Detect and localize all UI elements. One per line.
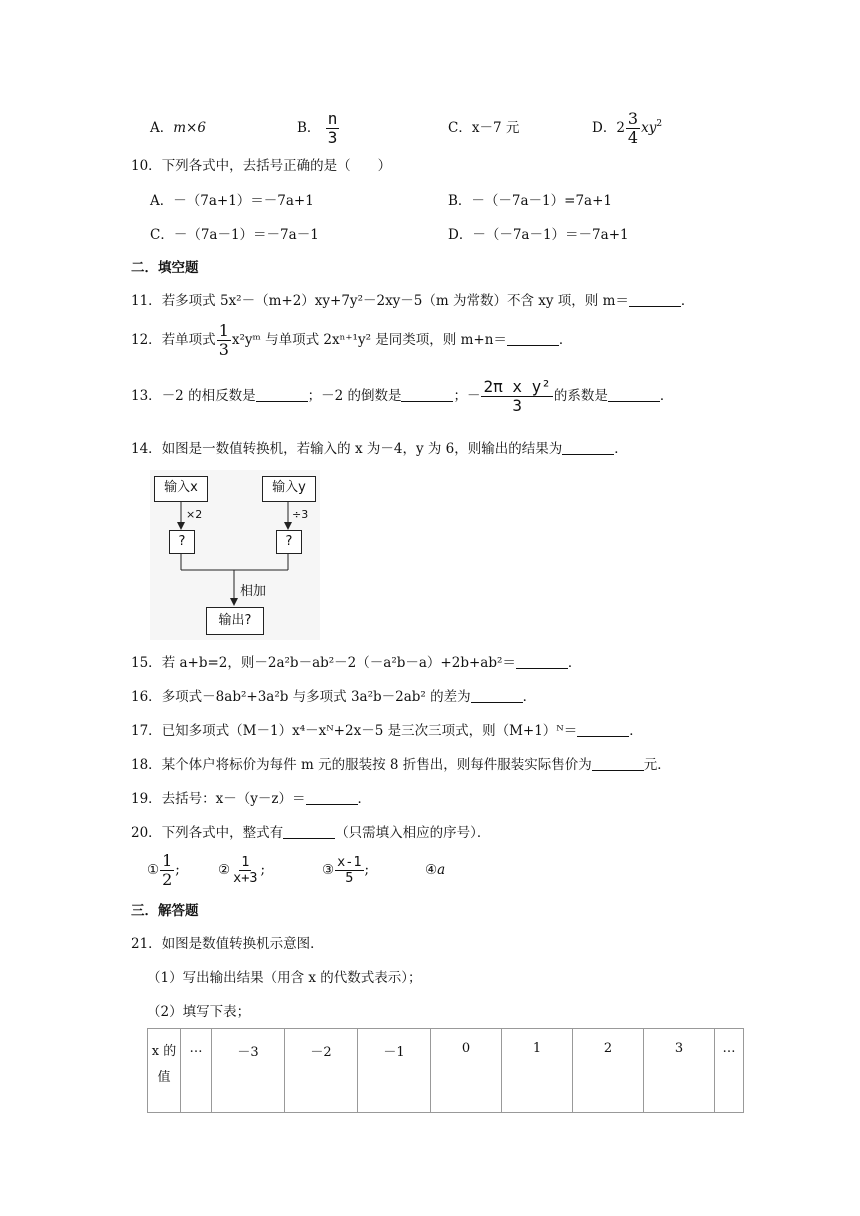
fraction: $\frac{1}{3}$	[218, 321, 229, 359]
fraction: $\frac{1}{2}$	[162, 851, 173, 889]
question-11: 11．若多项式 5x²－（m+2）xy+7y²－2xy－5（m 为常数）不含 xy 项，则 m＝ ．	[131, 293, 695, 309]
question-21: 21．如图是数值转换机示意图．	[131, 936, 324, 952]
table-cell: 0	[431, 1029, 502, 1113]
fraction: $\frac{n}{3}$	[327, 109, 338, 147]
q9-option-c: C．x－7 元	[448, 120, 520, 136]
fraction: $\frac{x-1}{5}$	[337, 854, 362, 886]
question-17: 17．已知多项式（M－1）x⁴－xᴺ+2x－5 是三次三项式，则（M+1）ᴺ＝ ．	[131, 723, 643, 739]
answer-blank	[471, 688, 523, 703]
add-label: 相加	[240, 584, 267, 599]
q20-item-3: ③ $\frac{x-1}{5}$ ;	[322, 854, 370, 886]
answer-blank	[401, 387, 453, 402]
table-cell: 1	[502, 1029, 573, 1113]
step-y-box: ?	[276, 530, 302, 554]
answer-blank	[256, 387, 308, 402]
table-header-cell: x 的值	[148, 1029, 181, 1113]
table-cell: 3	[644, 1029, 715, 1113]
question-19: 19．去括号：x－（y－z）＝ ．	[131, 791, 372, 807]
q21-part-1: （1）写出输出结果（用含 x 的代数式表示）；	[147, 970, 422, 986]
table-cell: －3	[212, 1029, 285, 1113]
answer-blank	[629, 292, 681, 307]
answer-blank	[283, 824, 335, 839]
q9-option-d: D．2 $\frac{3}{4}$ $xy^2$	[592, 109, 663, 147]
table-cell: …	[181, 1029, 212, 1113]
section-answer: 三．解答题	[131, 903, 199, 919]
answer-blank	[608, 387, 660, 402]
question-15: 15．若 a+b=2，则－2a²b－ab²－2（－a²b－a）+2b+ab²＝ ．	[131, 655, 582, 671]
q21-part-2: （2）填写下表；	[147, 1004, 251, 1020]
fraction: $\frac{\text{2π x y²}}{3}$	[483, 377, 551, 415]
question-16: 16．多项式－8ab²+3a²b 与多项式 3a²b－2ab² 的差为 ．	[131, 689, 537, 705]
q9-option-a: A．m×6	[150, 120, 206, 136]
table-cell: －1	[358, 1029, 431, 1113]
fraction: $\frac{3}{4}$	[627, 109, 639, 147]
question-20: 20．下列各式中，整式有 （只需填入相应的序号）．	[131, 825, 491, 841]
answer-blank	[592, 756, 644, 771]
table-cell: …	[715, 1029, 744, 1113]
answer-blank	[306, 790, 358, 805]
answer-blank	[577, 722, 629, 737]
answer-blank	[516, 654, 568, 669]
multiply-label: ×2	[186, 508, 203, 521]
conversion-machine-diagram	[150, 470, 320, 640]
step-x-box: ?	[169, 530, 195, 554]
q10-option-a: A．－（7a+1）＝－7a+1	[150, 193, 314, 209]
input-y-box: 输入y	[262, 476, 316, 502]
question-12: 12．若单项式 $\frac{1}{3}$ x²yᵐ 与单项式 2xⁿ⁺¹y² 是同类项，则 m+n＝ ．	[131, 321, 573, 359]
q10-option-b: B．－（－7a－1）=7a+1	[448, 193, 612, 209]
divide-label: ÷3	[292, 508, 309, 521]
value-table	[147, 1028, 744, 1113]
table-cell: －2	[285, 1029, 358, 1113]
q20-item-2: ② $\frac{1}{x+3}$ ;	[218, 854, 266, 886]
q20-item-4: ④a	[425, 862, 446, 878]
q20-item-1: ① $\frac{1}{2}$ ;	[147, 851, 180, 889]
q10-option-d: D．－（－7a－1）＝－7a+1	[448, 227, 629, 243]
question-18: 18．某个体户将标价为每件 m 元的服装按 8 折售出，则每件服装实际售价为 元．	[131, 757, 671, 773]
answer-blank	[562, 440, 614, 455]
question-13: 13．－2 的相反数是 ；－2 的倒数是 ；－ $\frac{\text{2π x y²}}{3}$ 的系数是 ．	[131, 377, 674, 415]
fraction: $\frac{1}{x+3}$	[233, 854, 258, 886]
output-box: 输出?	[206, 607, 264, 635]
section-fill-blank: 二．填空题	[131, 260, 199, 276]
q10-option-c: C．－（7a－1）＝－7a－1	[150, 227, 319, 243]
q9-option-b: B． $\frac{n}{3}$	[297, 109, 338, 147]
question-10: 10．下列各式中，去括号正确的是（ ）	[131, 158, 392, 174]
answer-blank	[507, 331, 559, 346]
input-x-box: 输入x	[154, 476, 208, 502]
table-cell: 2	[573, 1029, 644, 1113]
question-14: 14．如图是一数值转换机，若输入的 x 为－4，y 为 6，则输出的结果为 ．	[131, 441, 628, 457]
table-row	[148, 1029, 744, 1113]
